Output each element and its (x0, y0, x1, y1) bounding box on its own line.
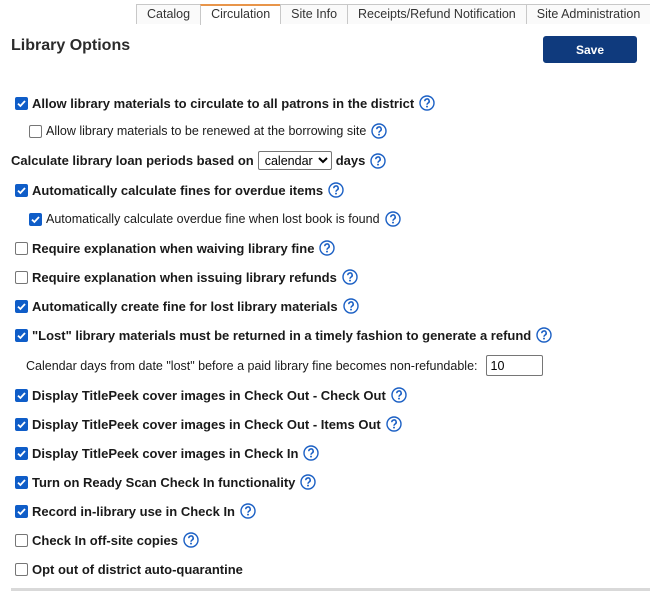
checkbox-waive-explanation[interactable] (15, 242, 28, 255)
tab-site-info[interactable]: Site Info (280, 4, 347, 24)
option-auto-fines (15, 182, 344, 198)
checkbox-renew-borrowing[interactable] (29, 125, 42, 138)
help-icon[interactable] (536, 327, 552, 343)
help-icon[interactable] (391, 387, 407, 403)
help-icon[interactable] (240, 503, 256, 519)
label-auto-fines: Automatically calculate fines for overdue items (32, 182, 324, 198)
option-waive-explanation (15, 240, 335, 256)
help-icon[interactable] (300, 474, 316, 490)
page-title: Library Options (11, 37, 131, 54)
label-lost-fine: Automatically create fine for lost library materials (32, 298, 338, 314)
label-loan-period-suffix: days (335, 153, 366, 168)
help-icon[interactable] (342, 269, 358, 285)
option-loan-period (11, 151, 386, 170)
tab-site-administration[interactable]: Site Administration (526, 4, 650, 24)
help-icon[interactable] (385, 211, 401, 227)
option-lost-fine (15, 298, 359, 314)
label-renew-borrowing: Allow library materials to be renewed at the borrowing site (46, 124, 367, 138)
checkbox-auto-fines[interactable] (15, 184, 28, 197)
option-renew-borrowing (29, 123, 387, 139)
label-refund-days: Calendar days from date "lost" before a paid library fine becomes non-refundable: (26, 358, 478, 373)
loan-period-select[interactable] (258, 151, 332, 170)
tab-catalog[interactable]: Catalog (136, 4, 200, 24)
label-circulate-all: Allow library materials to circulate to all patrons in the district (32, 95, 415, 111)
help-icon[interactable] (371, 123, 387, 139)
tab-circulation[interactable]: Circulation (200, 4, 280, 25)
checkbox-lost-fine[interactable] (15, 300, 28, 313)
checkbox-offsite-copies[interactable] (15, 534, 28, 547)
help-icon[interactable] (303, 445, 319, 461)
option-quarantine (15, 562, 243, 577)
checkbox-ready-scan[interactable] (15, 476, 28, 489)
checkbox-titlepeek-itemsout[interactable] (15, 418, 28, 431)
option-refund-explanation (15, 269, 358, 285)
label-quarantine: Opt out of district auto-quarantine (32, 562, 243, 577)
checkbox-lost-refund[interactable] (15, 329, 28, 342)
label-titlepeek-checkin: Display TitlePeek cover images in Check In (32, 445, 299, 461)
option-circulate-all (15, 95, 435, 111)
checkbox-quarantine[interactable] (15, 563, 28, 576)
refund-days-input[interactable] (486, 355, 543, 376)
label-inlibrary-use: Record in-library use in Check In (32, 503, 235, 519)
checkbox-inlibrary-use[interactable] (15, 505, 28, 518)
option-ready-scan (15, 474, 316, 490)
help-icon[interactable] (319, 240, 335, 256)
checkbox-titlepeek-checkin[interactable] (15, 447, 28, 460)
help-icon[interactable] (328, 182, 344, 198)
help-icon[interactable] (419, 95, 435, 111)
label-titlepeek-itemsout: Display TitlePeek cover images in Check Out - Items Out (32, 416, 381, 432)
option-titlepeek-checkout (15, 387, 407, 403)
label-auto-lost-fine: Automatically calculate overdue fine when lost book is found (46, 212, 380, 226)
label-lost-refund: "Lost" library materials must be returned in a timely fashion to generate a refund (32, 327, 532, 343)
label-titlepeek-checkout: Display TitlePeek cover images in Check Out - Check Out (32, 387, 386, 403)
option-titlepeek-itemsout (15, 416, 402, 432)
tab-bar (136, 4, 650, 24)
option-auto-lost-fine (29, 211, 401, 227)
help-icon[interactable] (343, 298, 359, 314)
option-offsite-copies (15, 532, 199, 548)
checkbox-titlepeek-checkout[interactable] (15, 389, 28, 402)
label-waive-explanation: Require explanation when waiving library fine (32, 240, 315, 256)
help-icon[interactable] (386, 416, 402, 432)
tab-receipts-refund-notification[interactable]: Receipts/Refund Notification (347, 4, 526, 24)
option-lost-refund (15, 327, 552, 343)
save-button[interactable]: Save (543, 36, 637, 63)
label-refund-explanation: Require explanation when issuing library refunds (32, 269, 337, 285)
help-icon[interactable] (183, 532, 199, 548)
option-titlepeek-checkin (15, 445, 319, 461)
option-refund-days (26, 355, 543, 376)
label-ready-scan: Turn on Ready Scan Check In functionality (32, 474, 296, 490)
checkbox-auto-lost-fine[interactable] (29, 213, 42, 226)
checkbox-refund-explanation[interactable] (15, 271, 28, 284)
divider (11, 588, 650, 591)
label-loan-period-prefix: Calculate library loan periods based on (11, 153, 254, 168)
label-offsite-copies: Check In off-site copies (32, 532, 178, 548)
checkbox-circulate-all[interactable] (15, 97, 28, 110)
option-inlibrary-use (15, 503, 256, 519)
help-icon[interactable] (370, 153, 386, 169)
